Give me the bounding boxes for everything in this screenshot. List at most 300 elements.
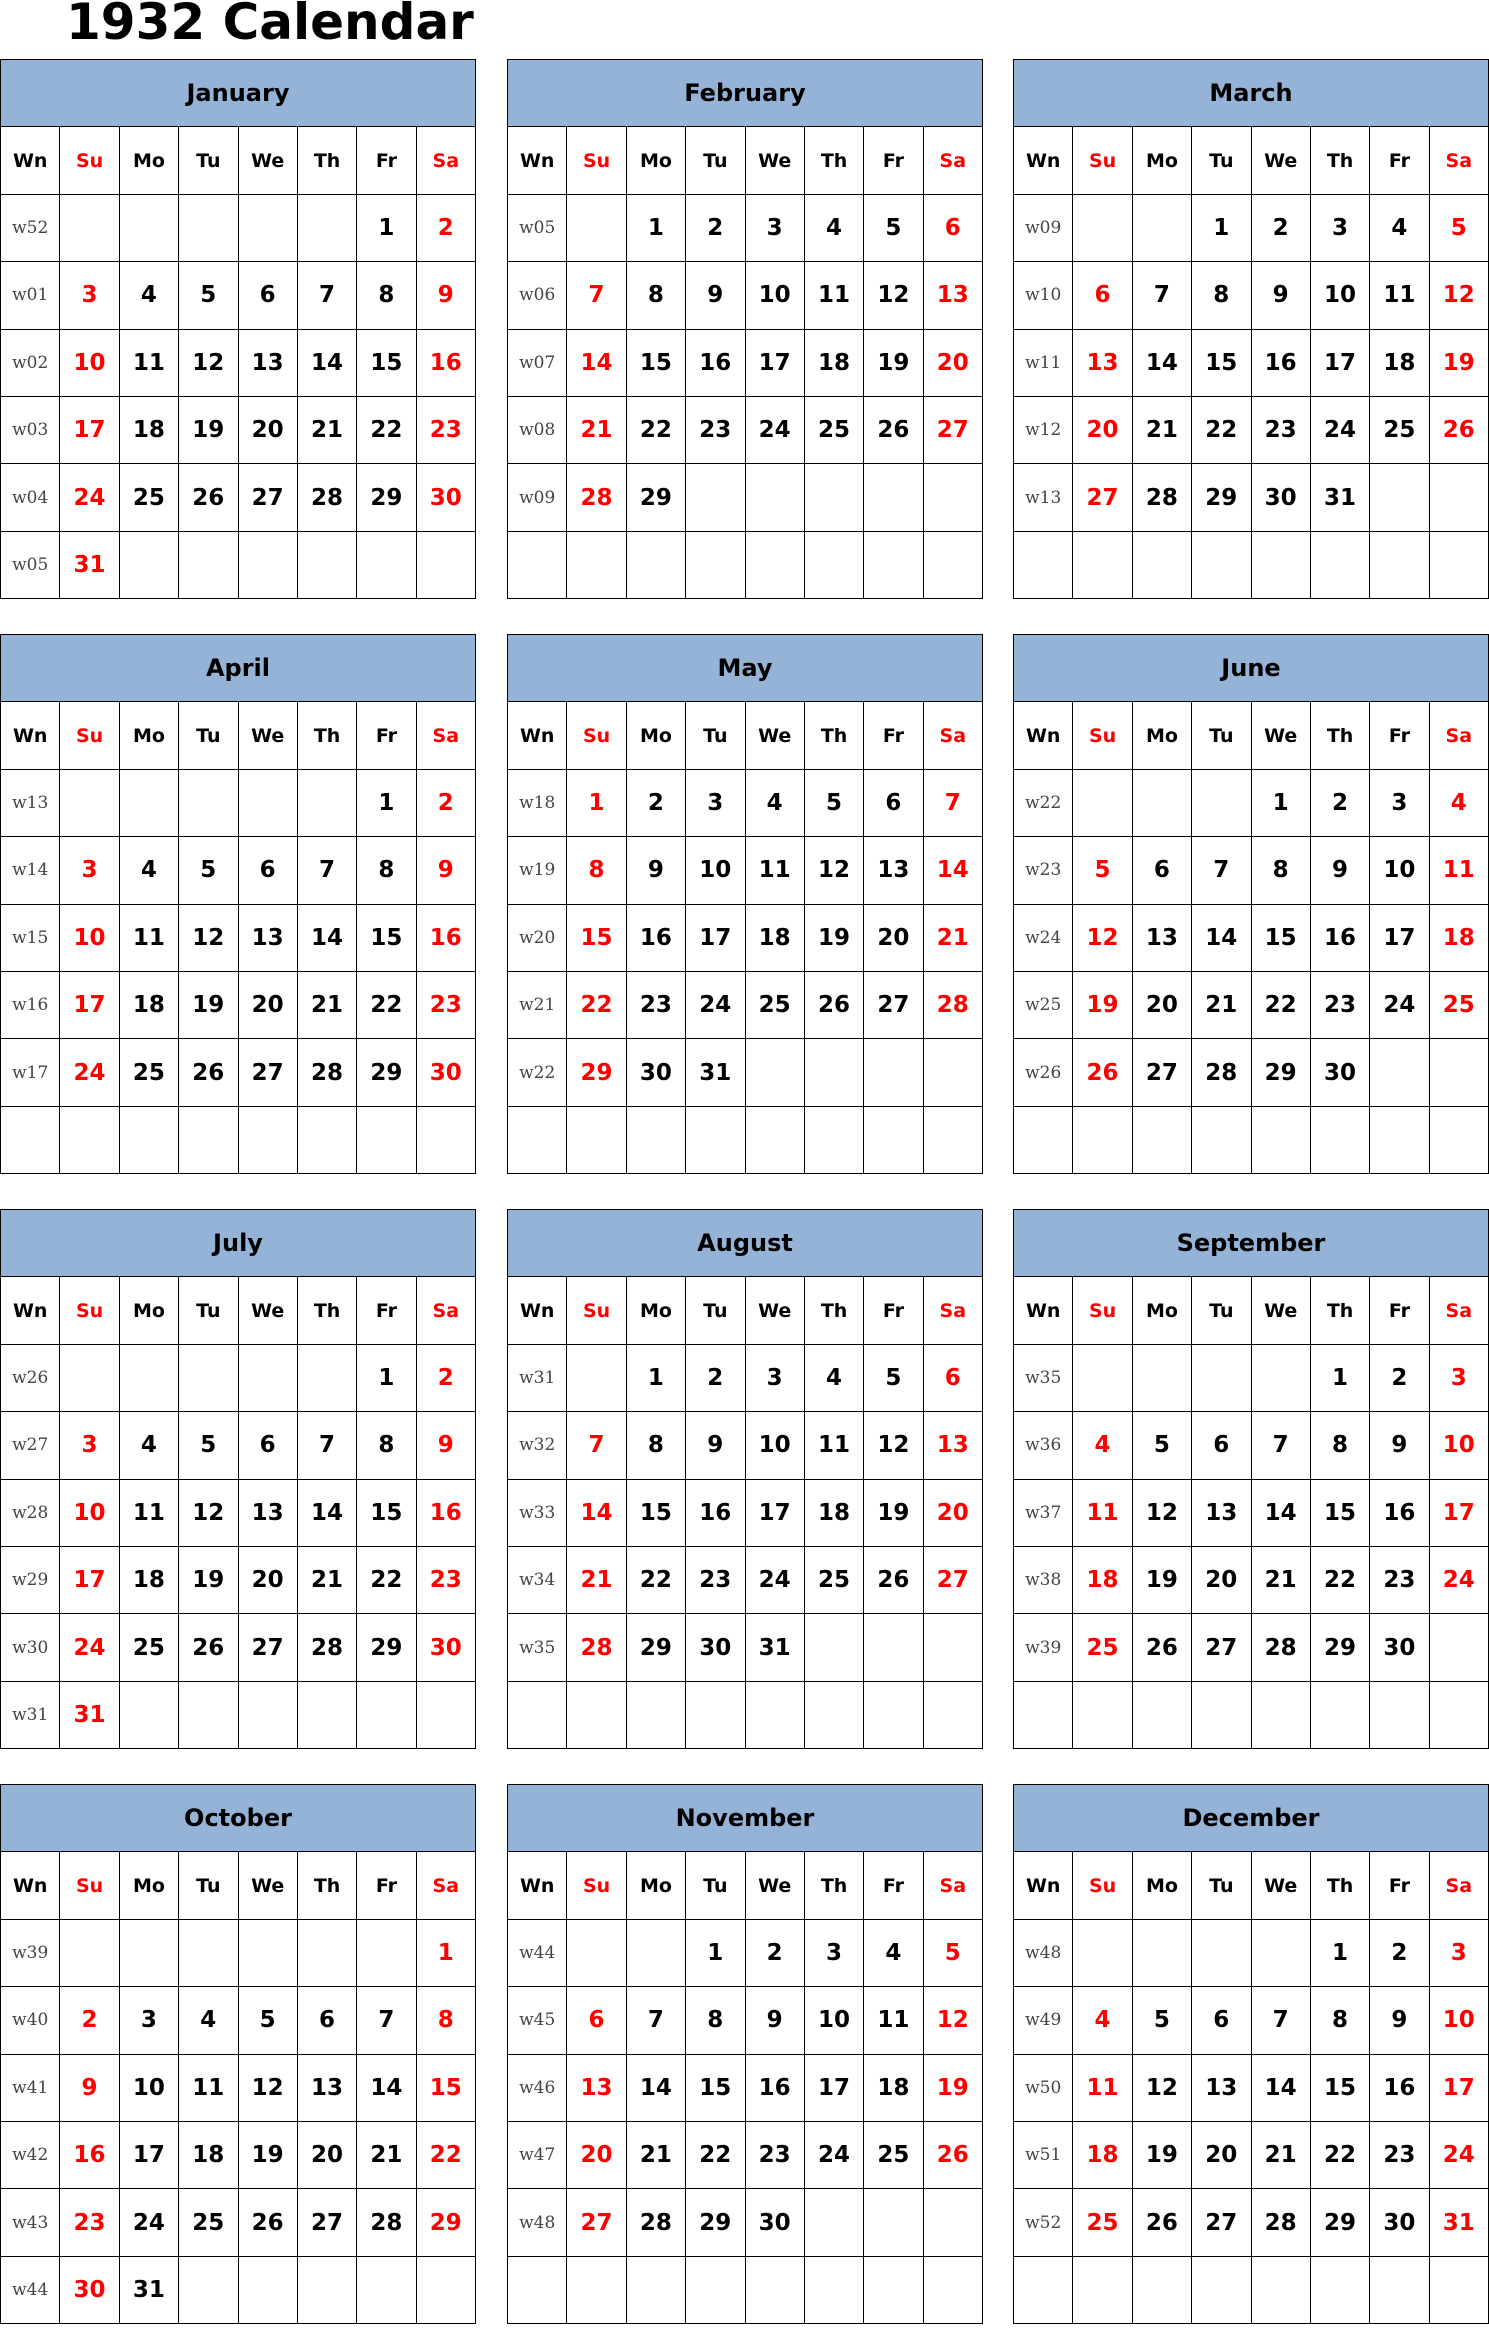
weekday-header: We [745, 1277, 804, 1344]
day-cell: 3 [1310, 194, 1369, 261]
day-cell: 18 [179, 2121, 238, 2188]
day-cell: 13 [1192, 1479, 1251, 1546]
week-row [508, 1987, 983, 2054]
weekday-header: Sa [1429, 1852, 1488, 1919]
day-cell: 8 [1251, 837, 1310, 904]
week-number-cell [1, 1106, 60, 1173]
week-number-cell: w06 [508, 262, 567, 329]
day-cell: 7 [567, 262, 626, 329]
day-cell: 13 [864, 837, 923, 904]
day-cell: 8 [626, 1412, 685, 1479]
day-cell: 1 [416, 1919, 475, 1986]
day-cell: 27 [1192, 2189, 1251, 2256]
week-number-cell: w20 [508, 904, 567, 971]
day-cell: 19 [864, 329, 923, 396]
week-number-cell: w18 [508, 769, 567, 836]
week-row [508, 1106, 983, 1173]
day-cell: 1 [1310, 1919, 1369, 1986]
day-cell [1192, 531, 1251, 598]
day-cell: 21 [297, 396, 356, 463]
day-cell: 20 [923, 1479, 982, 1546]
week-number-cell [508, 2256, 567, 2323]
day-cell: 14 [1251, 1479, 1310, 1546]
day-cell: 18 [804, 329, 863, 396]
day-cell: 24 [1370, 971, 1429, 1038]
day-cell [567, 1681, 626, 1748]
day-cell [745, 1681, 804, 1748]
day-cell: 25 [745, 971, 804, 1038]
day-cell: 26 [804, 971, 863, 1038]
week-row [1014, 396, 1489, 463]
week-number-cell: w28 [1, 1479, 60, 1546]
day-cell [923, 1039, 982, 1106]
day-cell: 16 [686, 329, 745, 396]
week-number-cell: w22 [508, 1039, 567, 1106]
day-cell: 27 [238, 1614, 297, 1681]
month-april [0, 634, 475, 1177]
page-title: 1932 Calendar [66, 0, 474, 51]
day-cell: 10 [686, 837, 745, 904]
week-row [1, 971, 476, 1038]
day-cell: 7 [297, 837, 356, 904]
day-cell: 15 [1251, 904, 1310, 971]
day-cell: 14 [297, 1479, 356, 1546]
day-cell: 17 [60, 971, 119, 1038]
day-cell [1251, 1919, 1310, 1986]
week-row [508, 194, 983, 261]
day-cell: 31 [1310, 464, 1369, 531]
day-cell: 30 [1370, 1614, 1429, 1681]
day-cell [357, 1919, 416, 1986]
day-cell: 23 [416, 971, 475, 1038]
day-cell: 24 [1310, 396, 1369, 463]
weekday-header: Tu [1192, 702, 1251, 769]
week-number-cell: w34 [508, 1546, 567, 1613]
month-name: May [508, 635, 983, 702]
day-cell: 29 [416, 2189, 475, 2256]
day-cell: 11 [179, 2054, 238, 2121]
weekday-header: Tu [1192, 1852, 1251, 1919]
day-cell: 2 [1251, 194, 1310, 261]
day-cell: 19 [1073, 971, 1132, 1038]
week-number-cell: w03 [1, 396, 60, 463]
day-cell: 19 [179, 971, 238, 1038]
week-row [1014, 2054, 1489, 2121]
weekday-header: Tu [686, 127, 745, 194]
day-cell: 17 [1429, 1479, 1488, 1546]
week-row [1, 1039, 476, 1106]
weekday-header: Sa [416, 1852, 475, 1919]
day-cell [1370, 464, 1429, 531]
day-cell: 2 [686, 1344, 745, 1411]
week-row [1014, 531, 1489, 598]
week-number-cell [508, 1681, 567, 1748]
month-table [0, 1784, 476, 2324]
day-cell: 7 [1251, 1412, 1310, 1479]
day-cell: 25 [804, 396, 863, 463]
day-cell [238, 1681, 297, 1748]
week-number-cell: w52 [1, 194, 60, 261]
day-cell: 6 [923, 1344, 982, 1411]
day-cell: 26 [179, 1614, 238, 1681]
day-cell [745, 464, 804, 531]
day-cell: 25 [119, 1039, 178, 1106]
day-cell: 15 [416, 2054, 475, 2121]
week-number-header: Wn [1014, 1852, 1073, 1919]
day-cell: 13 [1073, 329, 1132, 396]
day-cell [1073, 2256, 1132, 2323]
day-cell: 9 [626, 837, 685, 904]
day-cell: 30 [1370, 2189, 1429, 2256]
day-cell: 11 [1429, 837, 1488, 904]
day-cell [119, 1106, 178, 1173]
week-row [1, 1479, 476, 1546]
day-cell: 3 [686, 769, 745, 836]
day-cell: 17 [1370, 904, 1429, 971]
day-cell: 25 [1429, 971, 1488, 1038]
week-number-cell: w31 [508, 1344, 567, 1411]
weekday-header: Th [1310, 127, 1369, 194]
day-cell [1370, 1039, 1429, 1106]
weekday-header: Mo [119, 702, 178, 769]
week-number-cell: w35 [508, 1614, 567, 1681]
day-cell: 23 [1370, 2121, 1429, 2188]
day-cell [626, 1106, 685, 1173]
day-cell [686, 531, 745, 598]
day-cell [1132, 1919, 1191, 1986]
day-cell [297, 1106, 356, 1173]
weekday-header: Fr [1370, 127, 1429, 194]
day-cell [179, 194, 238, 261]
week-row [1, 1987, 476, 2054]
day-cell: 30 [416, 1039, 475, 1106]
day-cell: 28 [1251, 1614, 1310, 1681]
day-cell [60, 1344, 119, 1411]
day-cell: 3 [119, 1987, 178, 2054]
week-row [1014, 1987, 1489, 2054]
day-cell: 11 [864, 1987, 923, 2054]
day-cell: 24 [745, 396, 804, 463]
day-cell: 10 [804, 1987, 863, 2054]
day-cell: 29 [357, 464, 416, 531]
day-cell [567, 2256, 626, 2323]
day-cell: 31 [119, 2256, 178, 2323]
weekday-header: Th [804, 127, 863, 194]
day-cell: 12 [864, 262, 923, 329]
week-row [508, 2121, 983, 2188]
month-name: December [1014, 1785, 1489, 1852]
day-cell: 23 [686, 396, 745, 463]
weekday-header: Mo [626, 1277, 685, 1344]
weekday-header: Sa [416, 702, 475, 769]
day-cell [804, 1106, 863, 1173]
weekday-header: Th [297, 127, 356, 194]
day-cell: 28 [567, 1614, 626, 1681]
day-cell: 1 [1192, 194, 1251, 261]
day-cell: 29 [567, 1039, 626, 1106]
weekday-header: Sa [923, 1852, 982, 1919]
day-cell: 18 [1073, 1546, 1132, 1613]
weekday-header: Sa [416, 127, 475, 194]
day-cell [745, 2256, 804, 2323]
day-cell: 19 [238, 2121, 297, 2188]
day-cell: 27 [238, 464, 297, 531]
week-number-cell [1014, 1106, 1073, 1173]
day-cell [864, 2189, 923, 2256]
day-cell [1370, 2256, 1429, 2323]
day-cell: 22 [1310, 2121, 1369, 2188]
week-number-cell: w16 [1, 971, 60, 1038]
week-number-cell: w26 [1, 1344, 60, 1411]
day-cell: 14 [1251, 2054, 1310, 2121]
day-cell: 26 [864, 396, 923, 463]
day-cell: 3 [60, 837, 119, 904]
month-february [507, 59, 982, 602]
day-cell [923, 2256, 982, 2323]
day-cell: 4 [1370, 194, 1429, 261]
day-cell: 29 [626, 1614, 685, 1681]
day-cell: 19 [1132, 2121, 1191, 2188]
day-cell: 9 [745, 1987, 804, 2054]
day-cell [1429, 1614, 1488, 1681]
day-cell: 5 [1132, 1412, 1191, 1479]
day-cell: 27 [1192, 1614, 1251, 1681]
day-cell [238, 2256, 297, 2323]
day-cell: 16 [1370, 1479, 1429, 1546]
month-name: April [1, 635, 476, 702]
day-cell: 31 [686, 1039, 745, 1106]
day-cell: 10 [745, 262, 804, 329]
day-cell [179, 531, 238, 598]
day-cell [238, 769, 297, 836]
day-cell: 3 [60, 1412, 119, 1479]
weekday-header: We [745, 702, 804, 769]
day-cell: 27 [923, 396, 982, 463]
day-cell: 17 [119, 2121, 178, 2188]
week-row [1014, 1919, 1489, 1986]
week-row [1014, 1546, 1489, 1613]
weekday-header: Tu [1192, 127, 1251, 194]
day-cell: 28 [923, 971, 982, 1038]
month-table [0, 634, 476, 1174]
day-cell: 16 [626, 904, 685, 971]
day-cell [567, 1919, 626, 1986]
day-cell [804, 464, 863, 531]
weekday-header: Th [1310, 1277, 1369, 1344]
week-number-cell: w05 [508, 194, 567, 261]
week-row [508, 1479, 983, 1546]
day-cell: 14 [1192, 904, 1251, 971]
day-cell [864, 1039, 923, 1106]
weekday-header: Fr [864, 127, 923, 194]
day-cell: 4 [119, 262, 178, 329]
week-number-cell: w24 [1014, 904, 1073, 971]
week-number-cell: w52 [1014, 2189, 1073, 2256]
day-cell [1132, 1344, 1191, 1411]
day-cell: 13 [238, 904, 297, 971]
day-cell: 8 [1192, 262, 1251, 329]
day-cell: 17 [745, 329, 804, 396]
day-cell: 7 [297, 1412, 356, 1479]
weekday-header: Su [567, 1852, 626, 1919]
day-cell [179, 2256, 238, 2323]
weekday-header: Sa [1429, 127, 1488, 194]
day-cell: 29 [1310, 1614, 1369, 1681]
day-cell: 23 [1251, 396, 1310, 463]
week-number-cell: w21 [508, 971, 567, 1038]
day-cell: 25 [179, 2189, 238, 2256]
day-cell: 14 [567, 1479, 626, 1546]
day-cell [1073, 1344, 1132, 1411]
week-row [1, 1412, 476, 1479]
day-cell: 8 [357, 837, 416, 904]
day-cell: 20 [567, 2121, 626, 2188]
weekday-header: We [745, 1852, 804, 1919]
week-row [1014, 1412, 1489, 1479]
week-row [1014, 1106, 1489, 1173]
day-cell [1251, 1344, 1310, 1411]
day-cell: 31 [60, 1681, 119, 1748]
weekday-header: Th [297, 702, 356, 769]
month-march [1013, 59, 1488, 602]
day-cell: 11 [1073, 1479, 1132, 1546]
day-cell: 12 [238, 2054, 297, 2121]
month-name: June [1014, 635, 1489, 702]
day-cell: 7 [567, 1412, 626, 1479]
week-row [1, 262, 476, 329]
week-row [1, 396, 476, 463]
day-cell [357, 2256, 416, 2323]
day-cell: 17 [745, 1479, 804, 1546]
week-row [508, 1546, 983, 1613]
day-cell [1132, 194, 1191, 261]
day-cell: 14 [1132, 329, 1191, 396]
day-cell: 31 [60, 531, 119, 598]
day-cell: 20 [1192, 2121, 1251, 2188]
day-cell [60, 194, 119, 261]
week-row [508, 1681, 983, 1748]
day-cell: 4 [1073, 1987, 1132, 2054]
day-cell: 25 [864, 2121, 923, 2188]
week-number-cell: w39 [1, 1919, 60, 1986]
day-cell: 28 [297, 1614, 356, 1681]
day-cell: 22 [357, 396, 416, 463]
day-cell: 9 [60, 2054, 119, 2121]
day-cell: 4 [804, 1344, 863, 1411]
week-number-cell: w19 [508, 837, 567, 904]
weekday-header: Sa [1429, 702, 1488, 769]
day-cell: 11 [804, 262, 863, 329]
day-cell [1429, 1681, 1488, 1748]
day-cell: 6 [864, 769, 923, 836]
weekday-header: Mo [1132, 1852, 1191, 1919]
day-cell [745, 1106, 804, 1173]
month-december [1013, 1784, 1488, 2327]
week-row [1, 464, 476, 531]
day-cell: 13 [567, 2054, 626, 2121]
day-cell: 16 [416, 904, 475, 971]
week-number-cell: w14 [1, 837, 60, 904]
day-cell [119, 531, 178, 598]
day-cell [686, 2256, 745, 2323]
day-cell: 13 [1132, 904, 1191, 971]
day-cell [60, 1919, 119, 1986]
week-row [508, 2256, 983, 2323]
month-name: March [1014, 60, 1489, 127]
day-cell: 18 [1429, 904, 1488, 971]
day-cell: 14 [626, 2054, 685, 2121]
week-number-cell: w44 [1, 2256, 60, 2323]
day-cell: 19 [179, 1546, 238, 1613]
week-number-cell: w02 [1, 329, 60, 396]
day-cell [745, 1039, 804, 1106]
day-cell: 28 [1192, 1039, 1251, 1106]
day-cell [416, 2256, 475, 2323]
day-cell: 6 [297, 1987, 356, 2054]
day-cell: 8 [626, 262, 685, 329]
day-cell [297, 531, 356, 598]
week-number-cell: w17 [1, 1039, 60, 1106]
day-cell: 7 [626, 1987, 685, 2054]
day-cell: 15 [626, 1479, 685, 1546]
week-row [1014, 769, 1489, 836]
month-october [0, 1784, 475, 2327]
day-cell [1192, 1681, 1251, 1748]
day-cell: 20 [297, 2121, 356, 2188]
day-cell: 4 [179, 1987, 238, 2054]
week-number-cell: w13 [1014, 464, 1073, 531]
day-cell: 11 [804, 1412, 863, 1479]
day-cell: 18 [119, 1546, 178, 1613]
week-number-cell: w30 [1, 1614, 60, 1681]
week-row [1, 837, 476, 904]
day-cell [626, 2256, 685, 2323]
day-cell: 12 [923, 1987, 982, 2054]
day-cell: 21 [626, 2121, 685, 2188]
day-cell: 25 [1370, 396, 1429, 463]
day-cell: 23 [686, 1546, 745, 1613]
week-number-header: Wn [1014, 127, 1073, 194]
weekday-header: Fr [1370, 702, 1429, 769]
week-number-cell [1014, 531, 1073, 598]
day-cell: 7 [1132, 262, 1191, 329]
day-cell [1073, 194, 1132, 261]
day-cell: 4 [804, 194, 863, 261]
day-cell: 21 [567, 396, 626, 463]
day-cell: 10 [745, 1412, 804, 1479]
day-cell [1132, 769, 1191, 836]
week-row [1014, 2189, 1489, 2256]
day-cell [1370, 531, 1429, 598]
month-table [507, 634, 983, 1174]
day-cell: 5 [179, 1412, 238, 1479]
weekday-header: Mo [1132, 702, 1191, 769]
week-row [1014, 1039, 1489, 1106]
day-cell: 5 [864, 194, 923, 261]
weekday-header: Fr [1370, 1277, 1429, 1344]
day-cell: 18 [1073, 2121, 1132, 2188]
day-cell: 10 [1429, 1987, 1488, 2054]
month-table [1013, 634, 1489, 1174]
day-cell [567, 531, 626, 598]
day-cell: 20 [1192, 1546, 1251, 1613]
day-cell: 27 [1073, 464, 1132, 531]
week-row [1, 1344, 476, 1411]
week-row [508, 1412, 983, 1479]
week-number-cell: w36 [1014, 1412, 1073, 1479]
weekday-header: Th [804, 1277, 863, 1344]
weekday-header: We [1251, 127, 1310, 194]
